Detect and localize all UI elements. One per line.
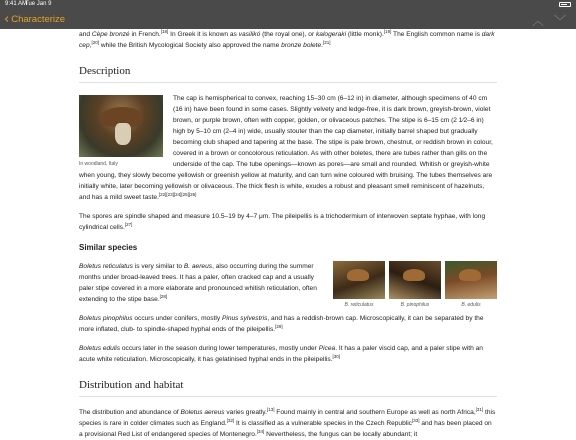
citation-link[interactable]: [27] <box>124 222 133 227</box>
citation-link[interactable]: [21] <box>322 40 331 45</box>
text: –6 in) high by 5–10 cm (2–4 in) wide, usually stouter than the cap diameter, initially barrel shaped but gradually becoming club shaped and tapering at the base. The stipe is pale brown, chestnut, or reddish brown in colour, covered in a brown or concolorous reticulation. As with other boletes, there are tubes rather than gills on the underside of the cap. The tube openings—known as pores—are small and rounded. Whitish or greyish-white when young, they slowly become yellowish or greenish yellow at maturity, and can turn wine coloured with bruising. The tubes themselves are initially white, later becoming yellowish or olivaceous. The thick flesh is white, exudes a robust and pleasant smell reminiscent of hazelnuts, and has a mild sweet taste. <box>79 117 493 201</box>
citation-link[interactable]: [22][23][24][25][26] <box>158 192 197 197</box>
species-name: Boletus pinophilus <box>79 315 133 322</box>
section-heading-distribution: Distribution and habitat <box>79 379 497 397</box>
text: Nevertheless, the fungus can be locally abundant; it <box>264 431 418 438</box>
text: occurs later in the season during lower temperatures, mostly under <box>120 345 319 352</box>
figure-caption: In woodland, Italy <box>79 161 118 167</box>
gallery-caption: B. reticulatus <box>344 302 374 308</box>
text: bronze bolete <box>281 42 322 49</box>
citation-link[interactable]: [29] <box>275 324 283 329</box>
text: , <box>89 42 92 49</box>
citation-link[interactable]: [33] <box>411 418 420 423</box>
text: . <box>321 42 323 49</box>
text: It is classified as a vulnerable species in the Czech Republic <box>234 420 412 427</box>
mushroom-photo[interactable] <box>79 95 163 157</box>
citation-link[interactable]: [31] <box>475 407 484 412</box>
text: vasilikó <box>238 31 261 38</box>
battery-icon <box>559 2 571 7</box>
text: kalogeraki <box>316 31 347 38</box>
citation-link[interactable]: [20] <box>91 40 99 45</box>
citation-link[interactable]: [32] <box>226 418 235 423</box>
chevron-up-icon[interactable]: ︿ <box>531 14 544 28</box>
distribution-paragraph <box>79 407 497 440</box>
text: in French. <box>129 31 161 38</box>
species-name: Picea <box>318 345 336 352</box>
gallery-item[interactable] <box>389 261 441 309</box>
text: The English common name is <box>391 31 482 38</box>
similar-species-gallery <box>333 261 497 309</box>
text: Found mainly in central and southern Europe as well as north Africa, <box>274 409 476 416</box>
description-figure[interactable] <box>79 95 163 168</box>
text: this species is rare in colder climates such as England. <box>79 409 496 427</box>
text: while the British Mycological Society also approved the name <box>99 42 282 49</box>
gallery-caption: B. edulis <box>461 302 481 308</box>
chevron-down-icon[interactable]: ﹀ <box>553 14 566 28</box>
fraction: 1⁄2 <box>458 117 468 124</box>
similar-paragraph-edulis <box>79 343 497 365</box>
text: is very similar to <box>132 263 184 270</box>
citation-link[interactable]: [19] <box>383 29 392 34</box>
status-time: 9:41 AM <box>5 1 28 7</box>
article-content <box>79 29 497 440</box>
citation-link[interactable]: [28] <box>159 294 168 299</box>
section-heading-description: Description <box>79 65 497 83</box>
text: varies greatly. <box>224 409 267 416</box>
status-bar <box>0 0 576 9</box>
citation-link[interactable]: [34] <box>256 429 265 434</box>
text: The distribution and abundance of <box>79 409 181 416</box>
text: and <box>79 31 92 38</box>
text: and has been placed on a provisional Red List of endangered species of Montenegro. <box>79 420 492 438</box>
status-date: Tue Jan 9 <box>25 1 52 7</box>
text: , and has a reddish-brown cap. Microscopically, it can be separated by the more inflated, club- to spindle-shaped hyphal ends of the pileipellis. <box>79 315 484 333</box>
similar-paragraph-pinophilus <box>79 313 497 335</box>
text: occurs under conifers, mostly <box>132 315 222 322</box>
text: (little monk). <box>346 31 384 38</box>
navigation-bar <box>0 9 576 29</box>
intro-paragraph <box>79 29 497 51</box>
mushroom-thumbnail[interactable] <box>389 261 441 299</box>
subsection-heading-similar-species: Similar species <box>79 243 138 252</box>
text: In Greek it is known as <box>168 31 239 38</box>
gallery-item[interactable] <box>445 261 497 309</box>
citation-link[interactable]: [13] <box>266 407 275 412</box>
text: The cap is hemispherical to convex, reaching 15–30 cm (6–12 in) in diameter, although specimens of 40 cm (16 in) have been found in some cases. Slightly velvety and ledge-free, it is dark brown, greyish-brown, violet brown, or purple brown, often with copper, golden, or olivaceous patches. The stipe is 6–15 cm (2 <box>173 95 491 124</box>
species-name: Pinus sylvestris <box>221 315 268 322</box>
text: (the royal one), or <box>260 31 316 38</box>
species-name: Boletus edulis <box>79 345 121 352</box>
text: The spores are spindle shaped and measure 10.5–19 by 4–7 μm. The pileipellis is a trichodermium of interwoven septate hyphae, with long cylindrical cells. <box>79 213 486 231</box>
chevron-left-icon: ‹ <box>4 11 10 27</box>
text: Cèpe bronzé <box>91 31 130 38</box>
text: dark cep <box>79 31 495 49</box>
mushroom-thumbnail[interactable] <box>333 261 385 299</box>
spores-paragraph <box>79 211 497 233</box>
back-button-label: Characterize <box>11 13 66 25</box>
text: . It has a paler viscid cap, and a paler stipe with an acute white reticulation. Microscopically, it has gelatinised hyphal ends in the pileipellis. <box>79 345 483 363</box>
species-name: Boletus aereus <box>180 409 225 416</box>
species-name: B. aereus <box>183 263 213 270</box>
text: , also occurring during the summer months under broad-leaved trees. It has a paler, often cracked cap and a usually paler stipe covered in a more elaborate and pronounced whitish reticulation, often extending to the stipe base. <box>79 263 317 303</box>
back-button[interactable] <box>4 11 65 27</box>
section-navigation <box>532 12 566 29</box>
mushroom-thumbnail[interactable] <box>445 261 497 299</box>
species-name: Boletus reticulatus <box>79 263 133 270</box>
citation-link[interactable]: [30] <box>332 354 341 359</box>
citation-link[interactable]: [18] <box>160 29 169 34</box>
gallery-item[interactable] <box>333 261 385 309</box>
gallery-caption: B. pinophilus <box>400 302 430 308</box>
